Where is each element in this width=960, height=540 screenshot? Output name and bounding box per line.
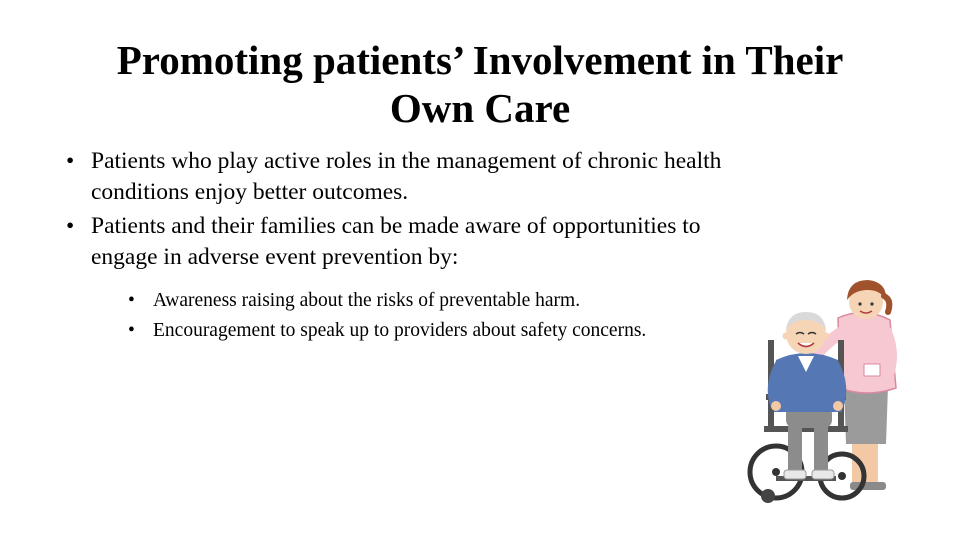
bullet-list [66, 146, 746, 348]
bullet-item [66, 146, 746, 208]
sub-bullet-text: Awareness raising about the risks of preventable harm. [153, 290, 581, 311]
slide-title-line-1: Promoting patients’ Involvement in Their [116, 37, 844, 83]
slide-title-line-2: Own Care [389, 85, 571, 131]
slide-title [60, 36, 900, 132]
sub-bullet-item [116, 287, 673, 315]
bullet-point-icon: • [66, 148, 75, 174]
sub-bullet-text: Encouragement to speak up to providers about safety concerns. [153, 320, 647, 341]
sub-bullet-item [116, 317, 673, 345]
nurse-with-patient-in-wheelchair-icon [746, 276, 946, 508]
sub-bullet-point-icon: • [128, 290, 135, 311]
sub-bullet-point-icon: • [128, 320, 135, 341]
bullet-point-icon: • [66, 213, 75, 239]
bullet-text: Patients and their families can be made aware of opportunities to engage in adverse event prevention by: [91, 213, 701, 270]
sub-bullet-list [91, 287, 746, 345]
bullet-text: Patients who play active roles in the management of chronic health conditions enjoy better outcomes. [91, 148, 722, 205]
bullet-item [66, 211, 746, 345]
